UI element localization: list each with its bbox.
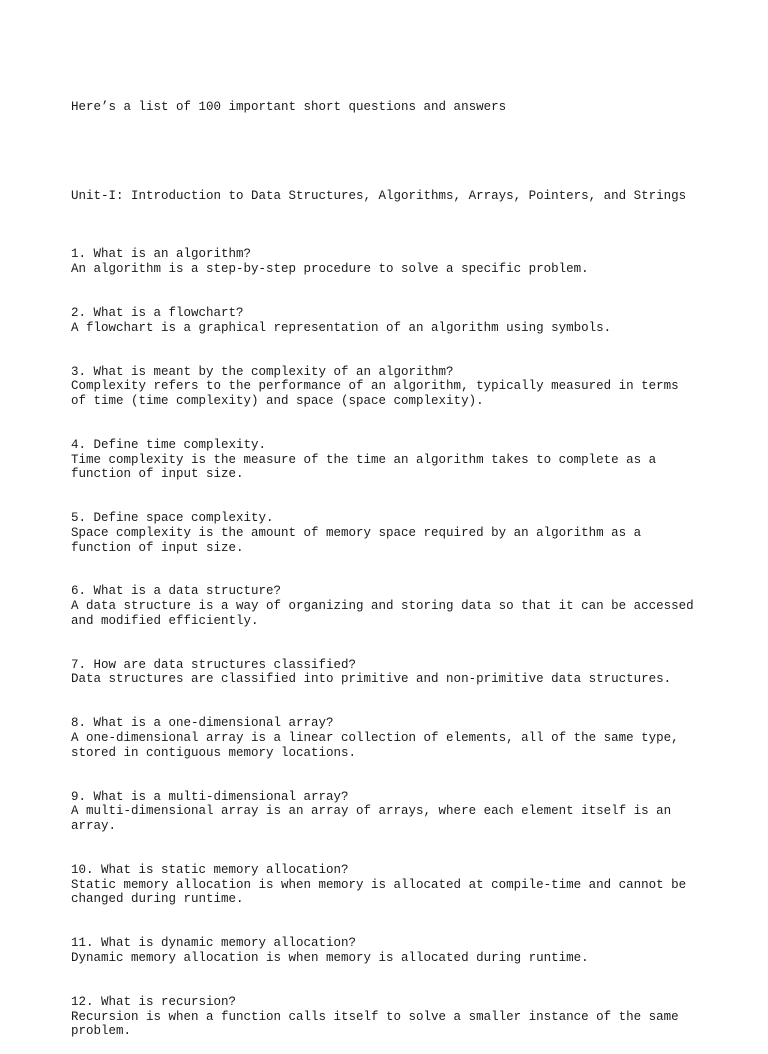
- question-text: 1. What is an algorithm?: [71, 247, 252, 262]
- unit-heading: Unit-I: Introduction to Data Structures, Algorithms, Arrays, Pointers, and Strings: [71, 188, 687, 203]
- qa-item: [71, 584, 728, 628]
- question-text: 3. What is meant by the complexity of an algorithm?: [71, 364, 454, 379]
- answer-text: and modified efficiently.: [71, 613, 259, 628]
- qa-item: [71, 658, 728, 687]
- question-text: 2. What is a flowchart?: [71, 306, 244, 320]
- answer-text: Space complexity is the amount of memory space required by an algorithm as a: [71, 525, 642, 540]
- qa-item: [71, 995, 728, 1039]
- question-text: 9. What is a multi-dimensional array?: [71, 789, 349, 804]
- qa-item: [71, 306, 728, 335]
- qa-list: [71, 247, 728, 1039]
- qa-item: [71, 511, 728, 555]
- question-text: 11. What is dynamic memory allocation?: [71, 936, 357, 951]
- answer-text: A one-dimensional array is a linear collection of elements, all of the same type,: [71, 731, 679, 746]
- qa-item: [71, 716, 728, 760]
- answer-text: of time (time complexity) and space (space complexity).: [71, 394, 484, 408]
- answer-text: problem.: [71, 1024, 132, 1039]
- answer-text: A data structure is a way of organizing and storing data so that it can be accessed: [71, 599, 694, 614]
- qa-item: [71, 863, 728, 907]
- answer-text: function of input size.: [71, 467, 244, 482]
- answer-text: Data structures are classified into primitive and non-primitive data structures.: [71, 672, 672, 687]
- qa-item: [71, 438, 728, 482]
- intro-text: Here’s a list of 100 important short questions and answers: [71, 100, 507, 115]
- answer-text: array.: [71, 819, 117, 834]
- question-text: 12. What is recursion?: [71, 994, 237, 1009]
- qa-item: [71, 247, 728, 276]
- question-text: 8. What is a one-dimensional array?: [71, 716, 334, 731]
- question-text: 10. What is static memory allocation?: [71, 862, 349, 877]
- answer-text: A multi-dimensional array is an array of arrays, where each element itself is an: [71, 804, 672, 819]
- answer-text: changed during runtime.: [71, 892, 244, 907]
- question-text: 6. What is a data structure?: [71, 584, 282, 599]
- blank-line: [71, 145, 728, 160]
- answer-text: Static memory allocation is when memory is allocated at compile-time and cannot be: [71, 877, 687, 892]
- answer-text: Recursion is when a function calls itself to solve a smaller instance of the same: [71, 1009, 679, 1024]
- qa-item: [71, 365, 728, 409]
- answer-text: An algorithm is a step-by-step procedure to solve a specific problem.: [71, 262, 589, 277]
- answer-text: A flowchart is a graphical representation of an algorithm using symbols.: [71, 320, 612, 335]
- answer-text: stored in contiguous memory locations.: [71, 745, 357, 760]
- answer-text: Dynamic memory allocation is when memory is allocated during runtime.: [71, 950, 589, 965]
- qa-item: [71, 936, 728, 965]
- qa-item: [71, 790, 728, 834]
- answer-text: function of input size.: [71, 540, 244, 555]
- answer-text: Time complexity is the measure of the time an algorithm takes to complete as a: [71, 452, 657, 467]
- question-text: 4. Define time complexity.: [71, 437, 267, 452]
- question-text: 7. How are data structures classified?: [71, 657, 357, 672]
- question-text: 5. Define space complexity.: [71, 511, 274, 526]
- answer-text: Complexity refers to the performance of an algorithm, typically measured in terms: [71, 379, 679, 394]
